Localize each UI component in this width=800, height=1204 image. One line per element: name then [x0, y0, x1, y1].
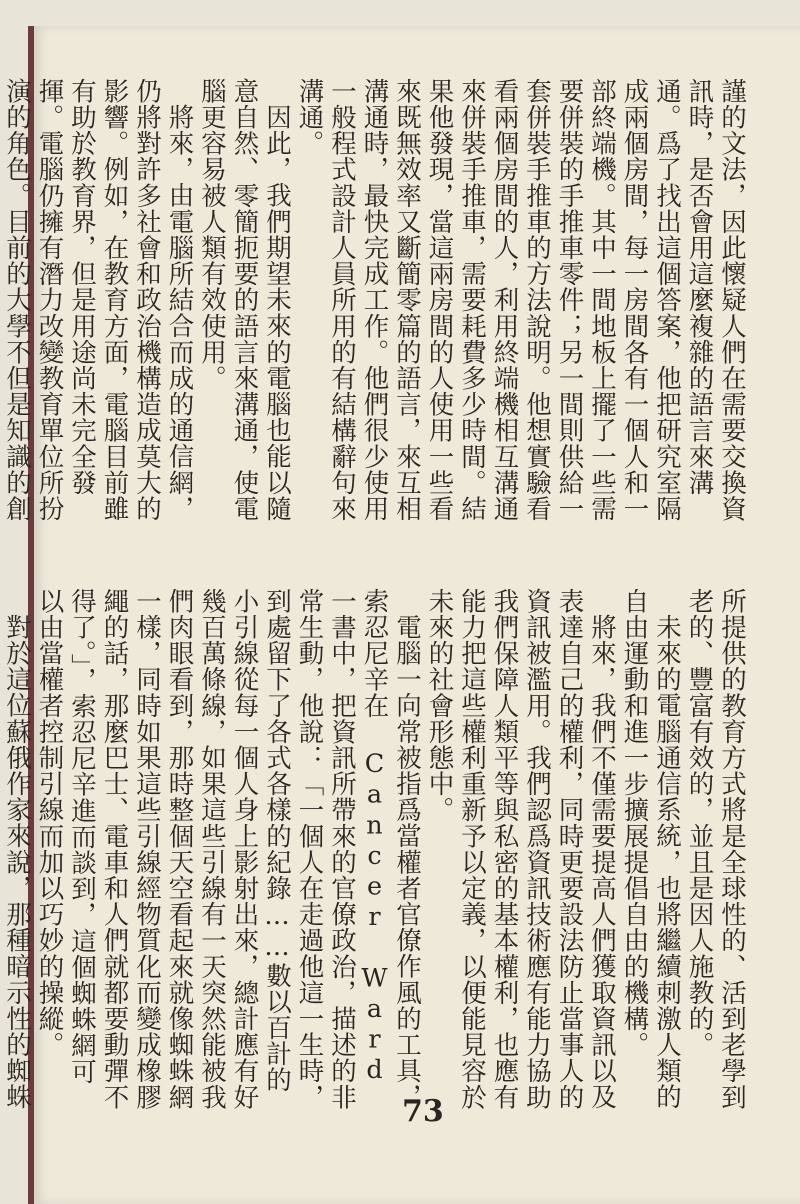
paragraph: 將來，由電腦所結合而成的通信網，仍將對許多社會和政治機構造成莫大的影響。例如，在教育方面，電腦目前雖有助於教育界，但是用途尚未完全發揮。電腦仍擁有潛力改變教育單位所扮演的角色。目前的大學不但是知識的創 [2, 78, 195, 522]
paragraph: 未來的電腦通信系統，也將繼續刺激人類的自由運動和進一步擴展提倡自由的機構。 [619, 588, 682, 1110]
page-number: 73 [402, 1094, 444, 1129]
paragraph: 電腦一向常被指爲當權者官僚作風的工具，索忍尼辛在 Cancer Ward 一書中，把資訊所帶來的官僚政治，描述的非常生動，他說：「一個人在走過他這一生時，到處留下了各式各樣的紀錄……數以百計的小引線從每一個人身上影射出來，總計應有好幾百萬條線，如果這些引線有一天突然能被我們肉眼看到，那時整個天空看起來就像蜘蛛網一樣，同時如果這些引線經物質化而變成橡膠繩的話，那麼巴士、電車和人們就都要動彈不得了。」，索忍尼辛進而談到，這個蜘蛛網可以由當權者控制引線而加以巧妙的操縱。 [34, 588, 422, 1110]
paragraph: 謹的文法，因此懷疑人們在需要交換資訊時，是否會用這麼複雜的語言來溝通。爲了找出這個答案，他把研究室隔成兩個房間，每一房間各有一個人和一部終端機。其中一間地板上擺了一些需要併裝的手推車零件；另一間則供給一套併裝手推車的方法說明。他想實驗看看兩個房間的人，利用終端機相互溝通來併裝手推車，需要耗費多少時間。結果他發現，當這兩房間的人使用一些看來既無效率又斷簡零篇的語言，來互相溝通時，最快完成工作。他們很少使用一般程式設計人員所用的有結構辭句來溝通。 [294, 78, 747, 522]
book-page [2, 26, 800, 1204]
top-text-block [0, 78, 748, 538]
bottom-text-block [0, 588, 748, 1110]
paragraph: 所提供的教育方式將是全球性的、活到老學到老的、豐富有效的，並且是因人施教的。 [684, 588, 747, 1110]
paragraph: 對於這位蘇俄作家來說，那種暗示性的蜘蛛 [2, 613, 32, 1110]
paragraph: 因此，我們期望未來的電腦也能以隨意自然、零簡扼要的語言來溝通，使電腦更容易被人類有效使用。 [197, 78, 292, 522]
paragraph: 將來，我們不僅需要提高人們獲取資訊以及表達自己的權利，同時更要設法防止當事人的資訊被濫用。我們認爲資訊技術應有能力協助我們保障人類平等與私密的基本權利，也應有能力把這些權利重新予以定義，以便能見容於未來的社會形態中。 [424, 588, 617, 1110]
